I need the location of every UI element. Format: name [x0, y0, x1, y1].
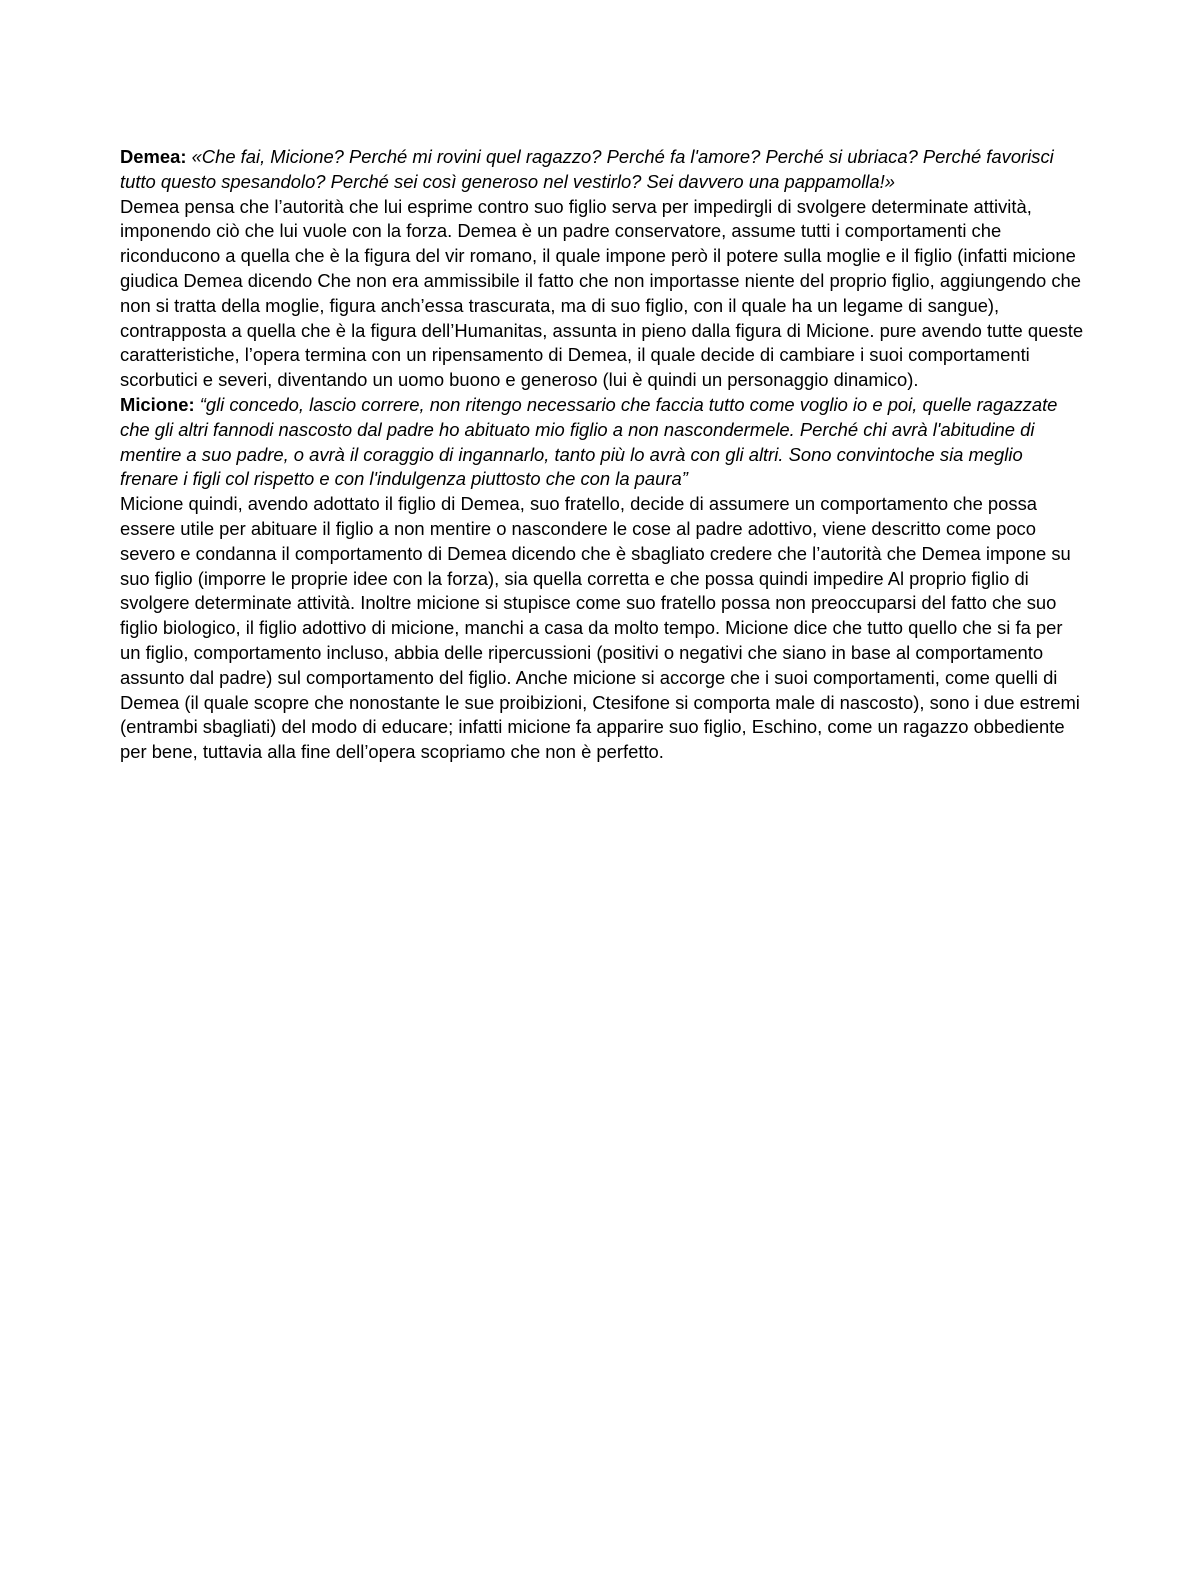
micione-quote-paragraph — [120, 393, 1085, 492]
micione-commentary-paragraph: Micione quindi, avendo adottato il figlio di Demea, suo fratello, decide di assumere un comportamento che possa essere utile per abituare il figlio a non mentire o nascondere le cose al padre adottivo, viene descritto come poco severo e condanna il comportamento di Demea dicendo che è sbagliato credere che l’autorità che Demea impone su suo figlio (imporre le proprie idee con la forza), sia quella corretta e che possa quindi impedire Al proprio figlio di svolgere determinate attività. Inoltre micione si stupisce come suo fratello possa non preoccuparsi del fatto che suo figlio biologico, il figlio adottivo di micione, manchi a casa da molto tempo. Micione dice che tutto quello che si fa per un figlio, comportamento incluso, abbia delle ripercussioni (positivi o negativi che siano in base al comportamento assunto dal padre) sul comportamento del figlio. Anche micione si accorge che i suoi comportamenti, come quelli di Demea (il quale scopre che nonostante le sue proibizioni, Ctesifone si comporta male di nascosto), sono i due estremi (entrambi sbagliati) del modo di educare; infatti micione fa apparire suo figlio, Eschino, come un ragazzo obbediente per bene, tuttavia alla fine dell’opera scopriamo che non è perfetto. — [120, 493, 1080, 763]
document-page — [120, 145, 1085, 765]
speaker-label-demea: Demea: — [120, 146, 187, 167]
quote-text-micione: “gli concedo, lascio correre, non ritengo necessario che faccia tutto come voglio io e poi, quelle ragazzate che gli altri fannodi nascosto dal padre ho abituato mio figlio a non nascondermele. Perché chi avrà l'abitudine di mentire a suo padre, o avrà il coraggio di ingannarlo, tanto più lo avrà con gli altri. Sono convintoche sia meglio frenare i figli col rispetto e con l'indulgenza piuttosto che con la paura” — [120, 393, 1058, 490]
speaker-label-micione: Micione: — [120, 393, 195, 415]
quote-text-demea: «Che fai, Micione? Perché mi rovini quel ragazzo? Perché fa l'amore? Perché si ubriaca? Perché favorisci tutto questo spesandolo? Perché sei così generoso nel vestirlo? Sei davvero una pappamolla!» — [120, 146, 1054, 192]
demea-commentary-paragraph: Demea pensa che l’autorità che lui esprime contro suo figlio serva per impedirgli di svolgere determinate attività, imponendo ciò che lui vuole con la forza. Demea è un padre conservatore, assume tutti i comportamenti che riconducono a quella che è la figura del vir romano, il quale impone però il potere sulla moglie e il figlio (infatti micione giudica Demea dicendo Che non era ammissibile il fatto che non importasse niente del proprio figlio, aggiungendo che non si tratta della moglie, figura anch’essa trascurata, ma di suo figlio, con il quale ha un legame di sangue), contrapposta a quella che è la figura dell’Humanitas, assunta in pieno dalla figura di Micione. pure avendo tutte queste caratteristiche, l’opera termina con un ripensamento di Demea, il quale decide di cambiare i suoi comportamenti scorbutici e severi, diventando un uomo buono e generoso (lui è quindi un personaggio dinamico). — [120, 195, 1084, 391]
demea-quote-paragraph — [120, 145, 1085, 195]
